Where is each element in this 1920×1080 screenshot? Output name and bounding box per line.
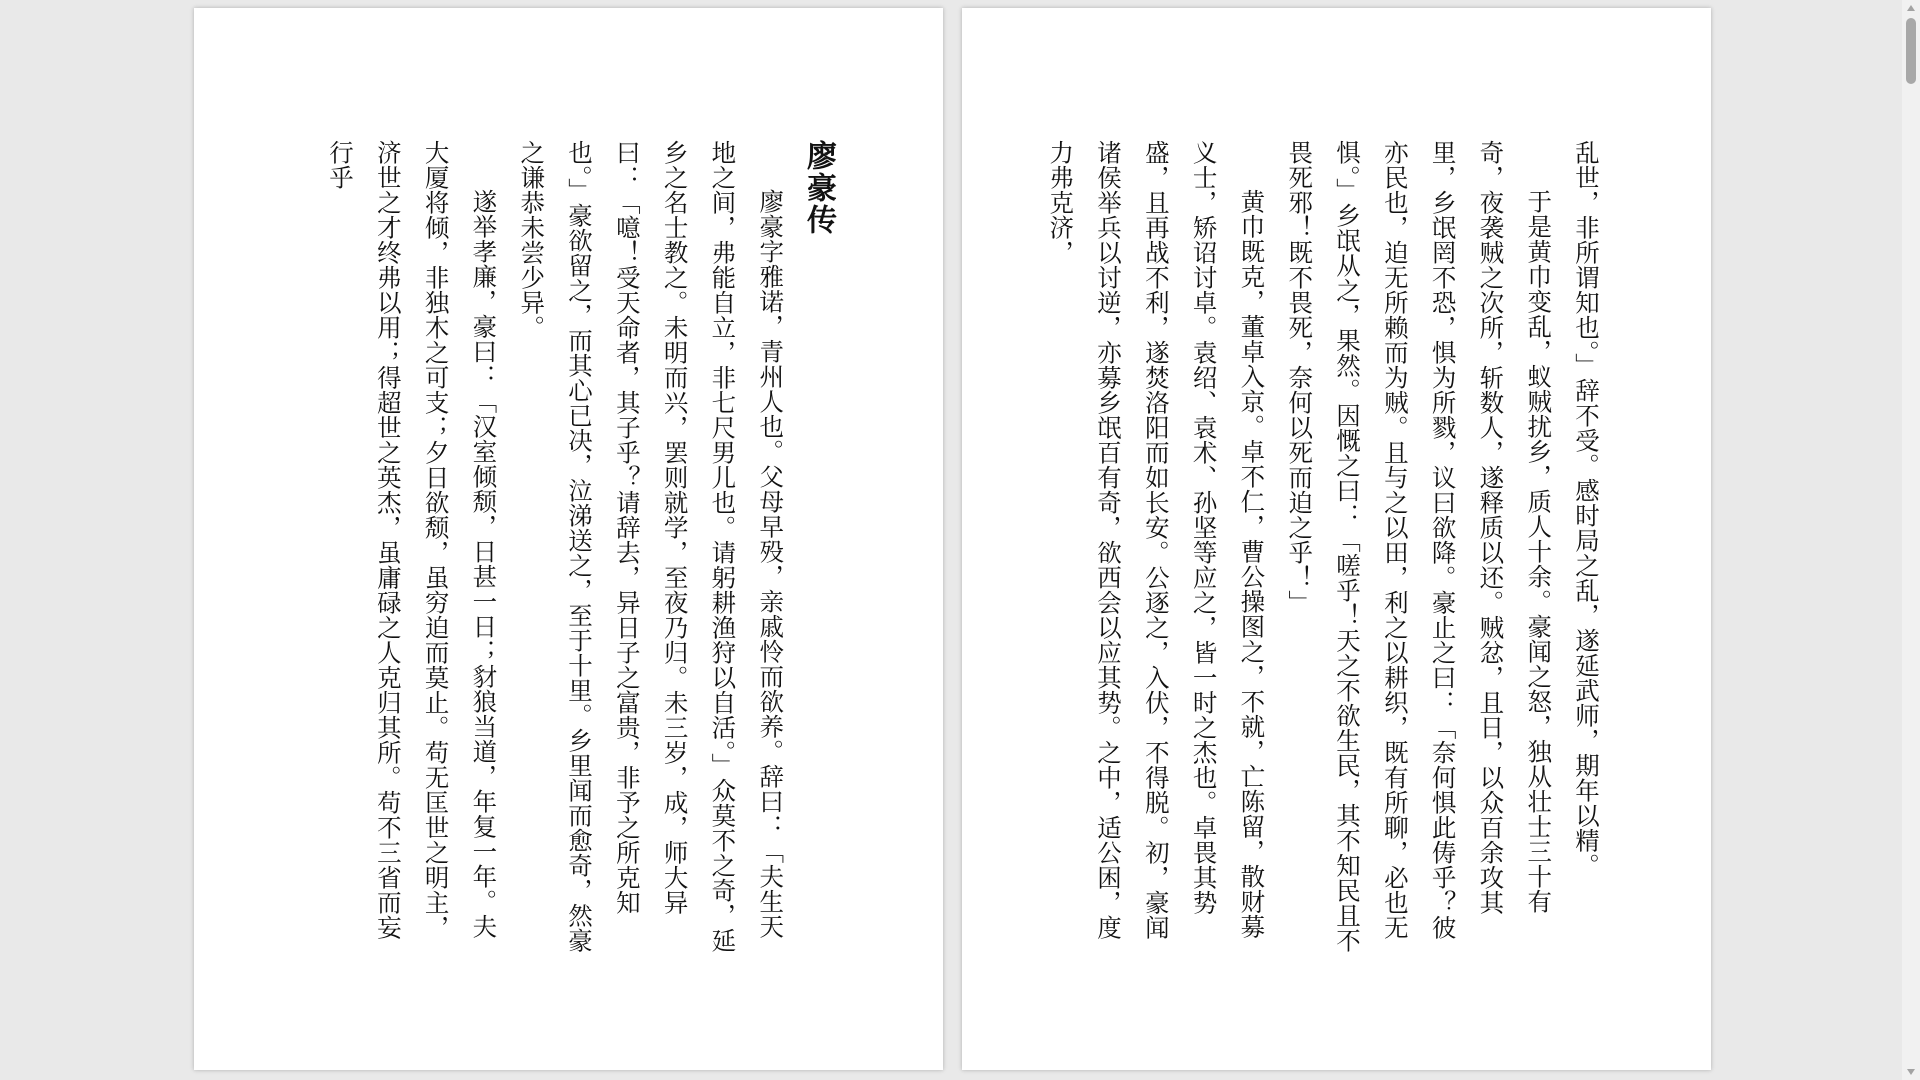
scroll-up-arrow-icon[interactable] bbox=[1907, 5, 1915, 11]
page-left-text bbox=[316, 140, 842, 960]
vertical-scrollbar[interactable] bbox=[1902, 0, 1920, 1080]
page-right-text bbox=[1036, 140, 1610, 960]
page-left bbox=[194, 8, 943, 1070]
page-right bbox=[962, 8, 1711, 1070]
paragraph: 于是黄巾变乱，蚁贼扰乡，质人十余。豪闻之怒，独从壮士三十有奇，夜袭贼之次所，斩数人，遂释质以还。贼忿，且日，以众百余攻其里，乡氓罔不恐，惧为所戮，议曰欲降。豪止之曰：「奈何惧此俦乎？彼亦民也，迫无所赖而为贼。且与之以田，利之以耕织，既有所聊，必也无惧。」乡氓从之，果然。因慨之曰：「嗟乎！天之不欲生民，其不知民且不畏死邪！既不畏死，奈何以死而迫之乎！」 bbox=[1285, 140, 1554, 953]
paragraph: 黄巾既克，董卓入京。卓不仁，曹公操图之，不就，亡陈留，散财募义士，矫诏讨卓。袁绍、袁术、孙坚等应之，皆一时之杰也。卓畏其势盛，且再战不利，遂焚洛阳而如长安。公逐之，入伏，不得脱。初，豪闻诸侯举兵以讨逆，亦募乡氓百有奇，欲西会以应其势。之中，适公困，度力弗克济， bbox=[1046, 140, 1267, 940]
scroll-down-arrow-icon[interactable] bbox=[1907, 1069, 1915, 1075]
scroll-thumb[interactable] bbox=[1906, 18, 1916, 84]
paragraph: 廖豪字雅诺，青州人也。父母早殁，亲戚怜而欲养。辞曰：「夫生天地之间，弗能自立，非七尺男儿也。请躬耕渔狩以自活。」众莫不之奇，延乡之名士教之。未明而兴，罢则就学，至夜乃归。未三岁，成，师大异曰：「噫！受天命者，其子乎？请辞去，异日子之富贵，非予之所克知也。」豪欲留之，而其心已决，泣涕送之，至于十里。乡里闻而愈奇，然豪之谦恭未尝少异。 bbox=[517, 140, 786, 953]
paragraph: 遂举孝廉，豪曰：「汉室倾颓，日甚一日；豺狼当道，年复一年。夫大厦将倾，非独木之可支；夕日欲颓，虽穷迫而莫止。苟无匡世之明主，济世之才终弗以用；得超世之英杰，虽庸碌之人克归其所。苟不三省而妄行乎 bbox=[326, 140, 499, 940]
document-title: 廖豪传 bbox=[801, 140, 836, 236]
paragraph: 乱世，非所谓知也。」辞不受。感时局之乱，遂延武师，期年以精。 bbox=[1572, 140, 1601, 878]
